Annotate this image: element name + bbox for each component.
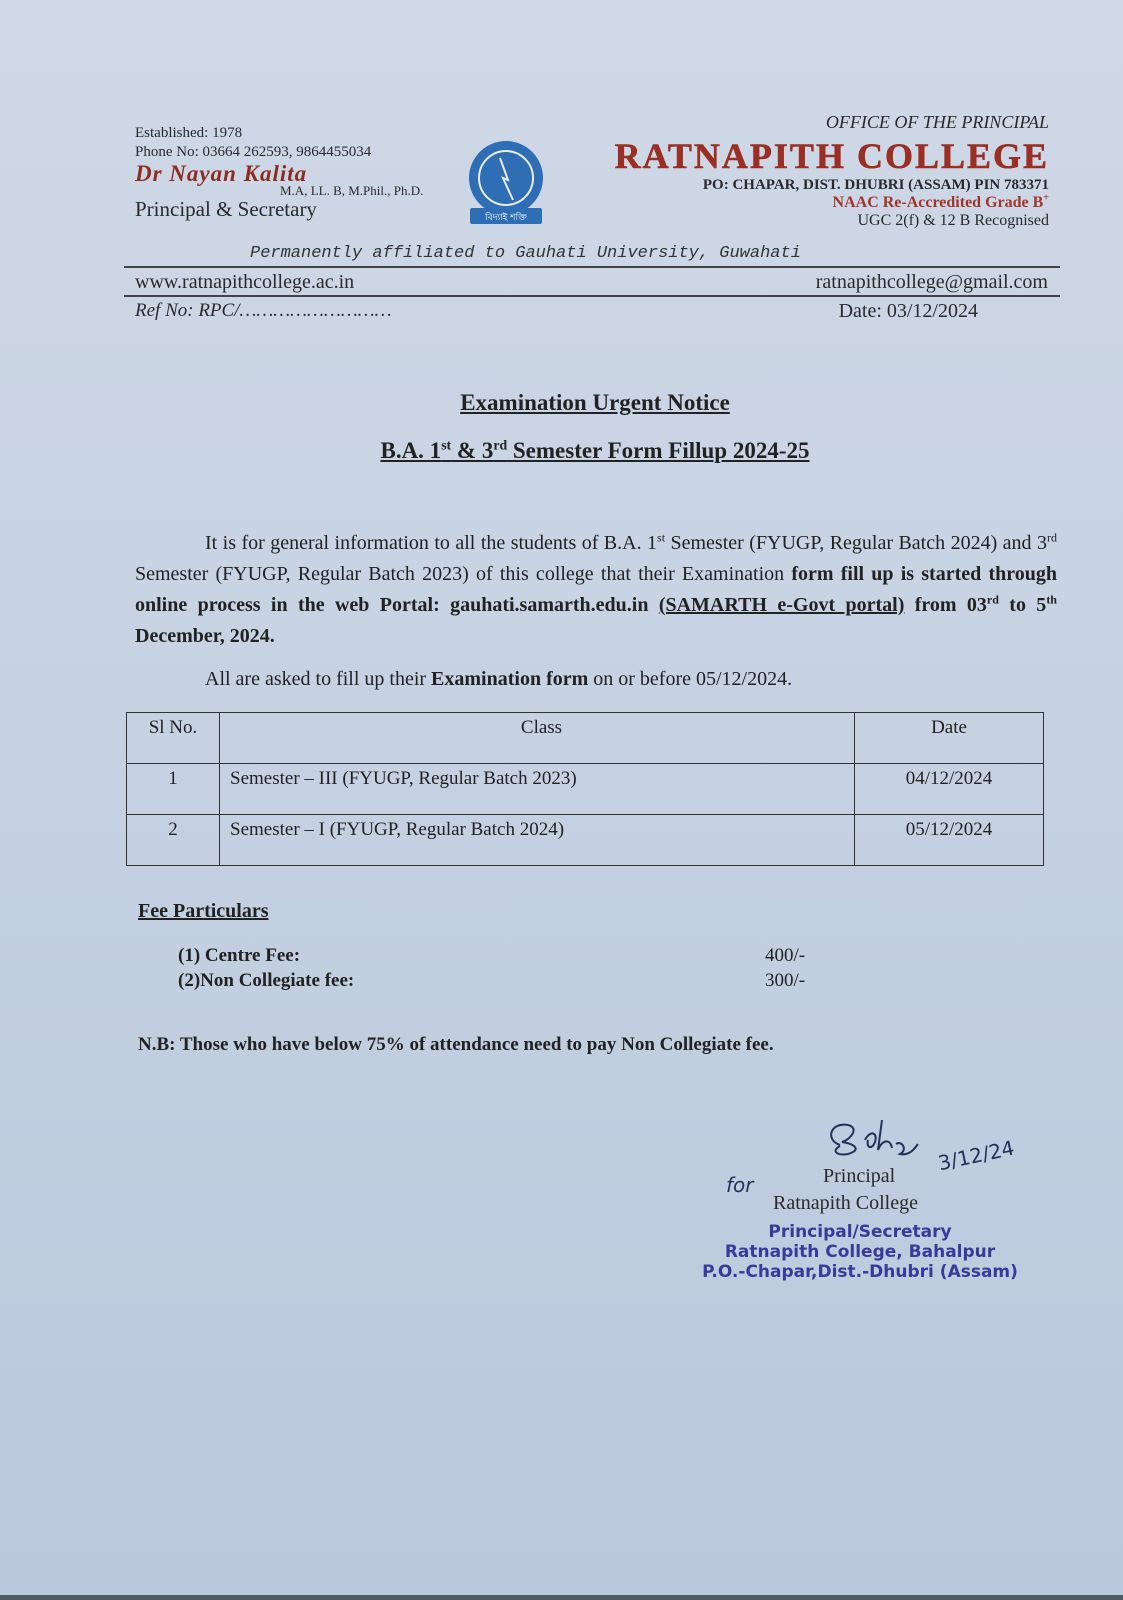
- samarth-portal-link[interactable]: (SAMARTH e-Govt portal): [658, 594, 905, 616]
- letterhead-left: [135, 124, 423, 219]
- table-row: [127, 764, 1044, 815]
- fee-heading: Fee Particulars: [138, 900, 269, 922]
- letterhead-right: [615, 112, 1049, 230]
- header-sl-no: Sl No.: [127, 713, 220, 764]
- phone-text: Phone No: 03664 262593, 9864455034: [135, 144, 372, 160]
- notice-title: Examination Urgent Notice: [460, 390, 730, 415]
- letter-date: Date: 03/12/2024: [838, 300, 978, 322]
- notice-subtitle: B.A. 1st & 3rd Semester Form Fillup 2024-25: [380, 437, 810, 463]
- cell-class: Semester – I (FYUGP, Regular Batch 2024): [220, 815, 855, 866]
- affiliation-line: Permanently affiliated to Gauhati University, Guwahati: [250, 244, 801, 263]
- college-name: RATNAPITH COLLEGE: [614, 136, 1049, 176]
- for-mark: for: [726, 1173, 754, 1197]
- principal-name: Dr Nayan Kalita: [135, 161, 308, 186]
- header-date: Date: [855, 713, 1044, 764]
- ugc-recognition: UGC 2(f) & 12 B Recognised: [857, 212, 1049, 229]
- reference-number: Ref No: RPC/………………………: [135, 300, 392, 321]
- cell-sl: 1: [127, 764, 220, 815]
- fee-amount-centre: 400/-: [765, 945, 806, 966]
- lightning-bolt-emblem-icon: [466, 140, 546, 228]
- handwritten-date: 3/12/24: [935, 1135, 1017, 1176]
- fee-amount-non-collegiate: 300/-: [765, 970, 806, 991]
- cell-sl: 2: [127, 815, 220, 866]
- cell-class: Semester – III (FYUGP, Regular Batch 2023): [220, 764, 855, 815]
- principal-role: Principal & Secretary: [135, 197, 317, 221]
- website-link[interactable]: www.ratnapithcollege.ac.in: [135, 271, 355, 293]
- header-class: Class: [220, 713, 855, 764]
- official-stamp: Principal/Secretary Ratnapith College, Bahalpur P.O.-Chapar,Dist.-Dhubri (Assam): [702, 1222, 1018, 1282]
- table-row: [127, 815, 1044, 866]
- logo-caption: বিদ্যাই শক্তি: [485, 213, 527, 223]
- signatory-institution: Ratnapith College: [773, 1192, 918, 1214]
- notice-body-paragraph: It is for general information to all the students of B.A. 1st Semester (FYUGP, Regular Batch 2024) and 3rd Semester (FYUGP, Regular Batch 2023) of this college that their Examination form fill up is started through online process in the web Portal: gauhati.samarth.edu.in (SAMARTH e-Govt portal) from 03rd to 5th December, 2024.: [135, 530, 1058, 647]
- signatory-title: Principal: [823, 1165, 896, 1187]
- divider: [124, 295, 1060, 297]
- schedule-table: [126, 712, 1044, 866]
- office-label: OFFICE OF THE PRINCIPAL: [825, 112, 1049, 132]
- email-link[interactable]: ratnapithcollege@gmail.com: [815, 271, 1048, 293]
- cell-date: 05/12/2024: [855, 815, 1044, 866]
- principal-qualifications: M.A, LL. B, M.Phil., Ph.D.: [280, 183, 424, 198]
- deadline-paragraph: All are asked to fill up their Examination form on or before 05/12/2024.: [205, 668, 793, 690]
- fee-label-centre: (1) Centre Fee:: [178, 945, 301, 966]
- portal-info: form fill up is started through online process in the web Portal: gauhati.samarth.edu.in: [135, 563, 1058, 616]
- college-address: PO: CHAPAR, DIST. DHUBRI (ASSAM) PIN 783371: [702, 177, 1049, 193]
- established-text: Established: 1978: [135, 125, 243, 141]
- table-header-row: [127, 713, 1044, 764]
- naac-grade: NAAC Re-Accredited Grade B+: [832, 192, 1049, 211]
- attendance-note: N.B: Those who have below 75% of attendance need to pay Non Collegiate fee.: [138, 1034, 774, 1055]
- fee-label-non-collegiate: (2)Non Collegiate fee:: [178, 970, 355, 991]
- page-bottom-edge: [0, 1595, 1123, 1600]
- divider: [124, 266, 1060, 268]
- cell-date: 04/12/2024: [855, 764, 1044, 815]
